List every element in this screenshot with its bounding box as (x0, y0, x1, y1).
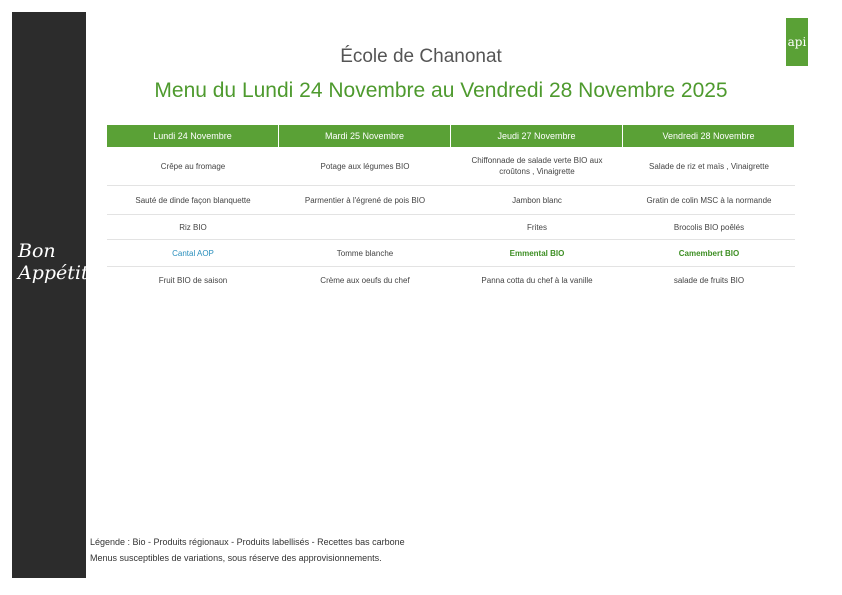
menu-cell: Camembert BIO (678, 248, 740, 258)
menu-cell: Parmentier à l'égrené de pois BIO (304, 195, 426, 205)
menu-cell: Salade de riz et maïs , Vinaigrette (649, 161, 769, 171)
menu-cell: Panna cotta du chef à la vanille (481, 275, 593, 285)
variation-note: Menus susceptibles de variations, sous réserve des approvisionnements. (90, 553, 382, 563)
menu-cell: Brocolis BIO poêlés (673, 222, 745, 232)
table-row (107, 147, 795, 186)
menu-cell: Fruit BIO de saison (158, 275, 228, 285)
day-header: Mardi 25 Novembre (279, 125, 451, 147)
menu-cell: Potage aux légumes BIO (320, 161, 410, 171)
menu-cell: Crêpe au fromage (160, 161, 226, 171)
menu-cell: Gratin de colin MSC à la normande (646, 195, 772, 205)
menu-cell (279, 215, 451, 239)
menu-cell: Jambon blanc (512, 195, 562, 205)
menu-cell: Chiffonnade de salade verte BIO aux croûtons , Vinaigrette (471, 156, 603, 176)
table-row (107, 186, 795, 215)
menu-cell: Tomme blanche (336, 248, 394, 258)
bon-appetit-label: Bon Appétit (18, 240, 89, 284)
table-header (107, 125, 795, 147)
menu-cell: Riz BIO (179, 222, 207, 232)
day-header: Vendredi 28 Novembre (623, 125, 795, 147)
day-header: Lundi 24 Novembre (107, 125, 279, 147)
menu-table (107, 125, 795, 293)
menu-cell: Cantal AOP (172, 248, 214, 258)
menu-title: Menu du Lundi 24 Novembre au Vendredi 28 Novembre 2025 (154, 79, 728, 102)
table-row (107, 240, 795, 267)
school-name: École de Chanonat (340, 46, 502, 67)
api-logo: api (786, 18, 808, 66)
menu-cell: Emmental BIO (509, 248, 565, 258)
table-row (107, 215, 795, 240)
table-row (107, 267, 795, 293)
menu-cell: salade de fruits BIO (673, 275, 745, 285)
menu-cell: Sauté de dinde façon blanquette (135, 195, 251, 205)
menu-cell: Frites (527, 222, 547, 232)
day-header: Jeudi 27 Novembre (451, 125, 623, 147)
menu-cell: Crème aux oeufs du chef (320, 275, 410, 285)
legend: Légende : Bio - Produits régionaux - Produits labellisés - Recettes bas carbone (90, 537, 405, 547)
